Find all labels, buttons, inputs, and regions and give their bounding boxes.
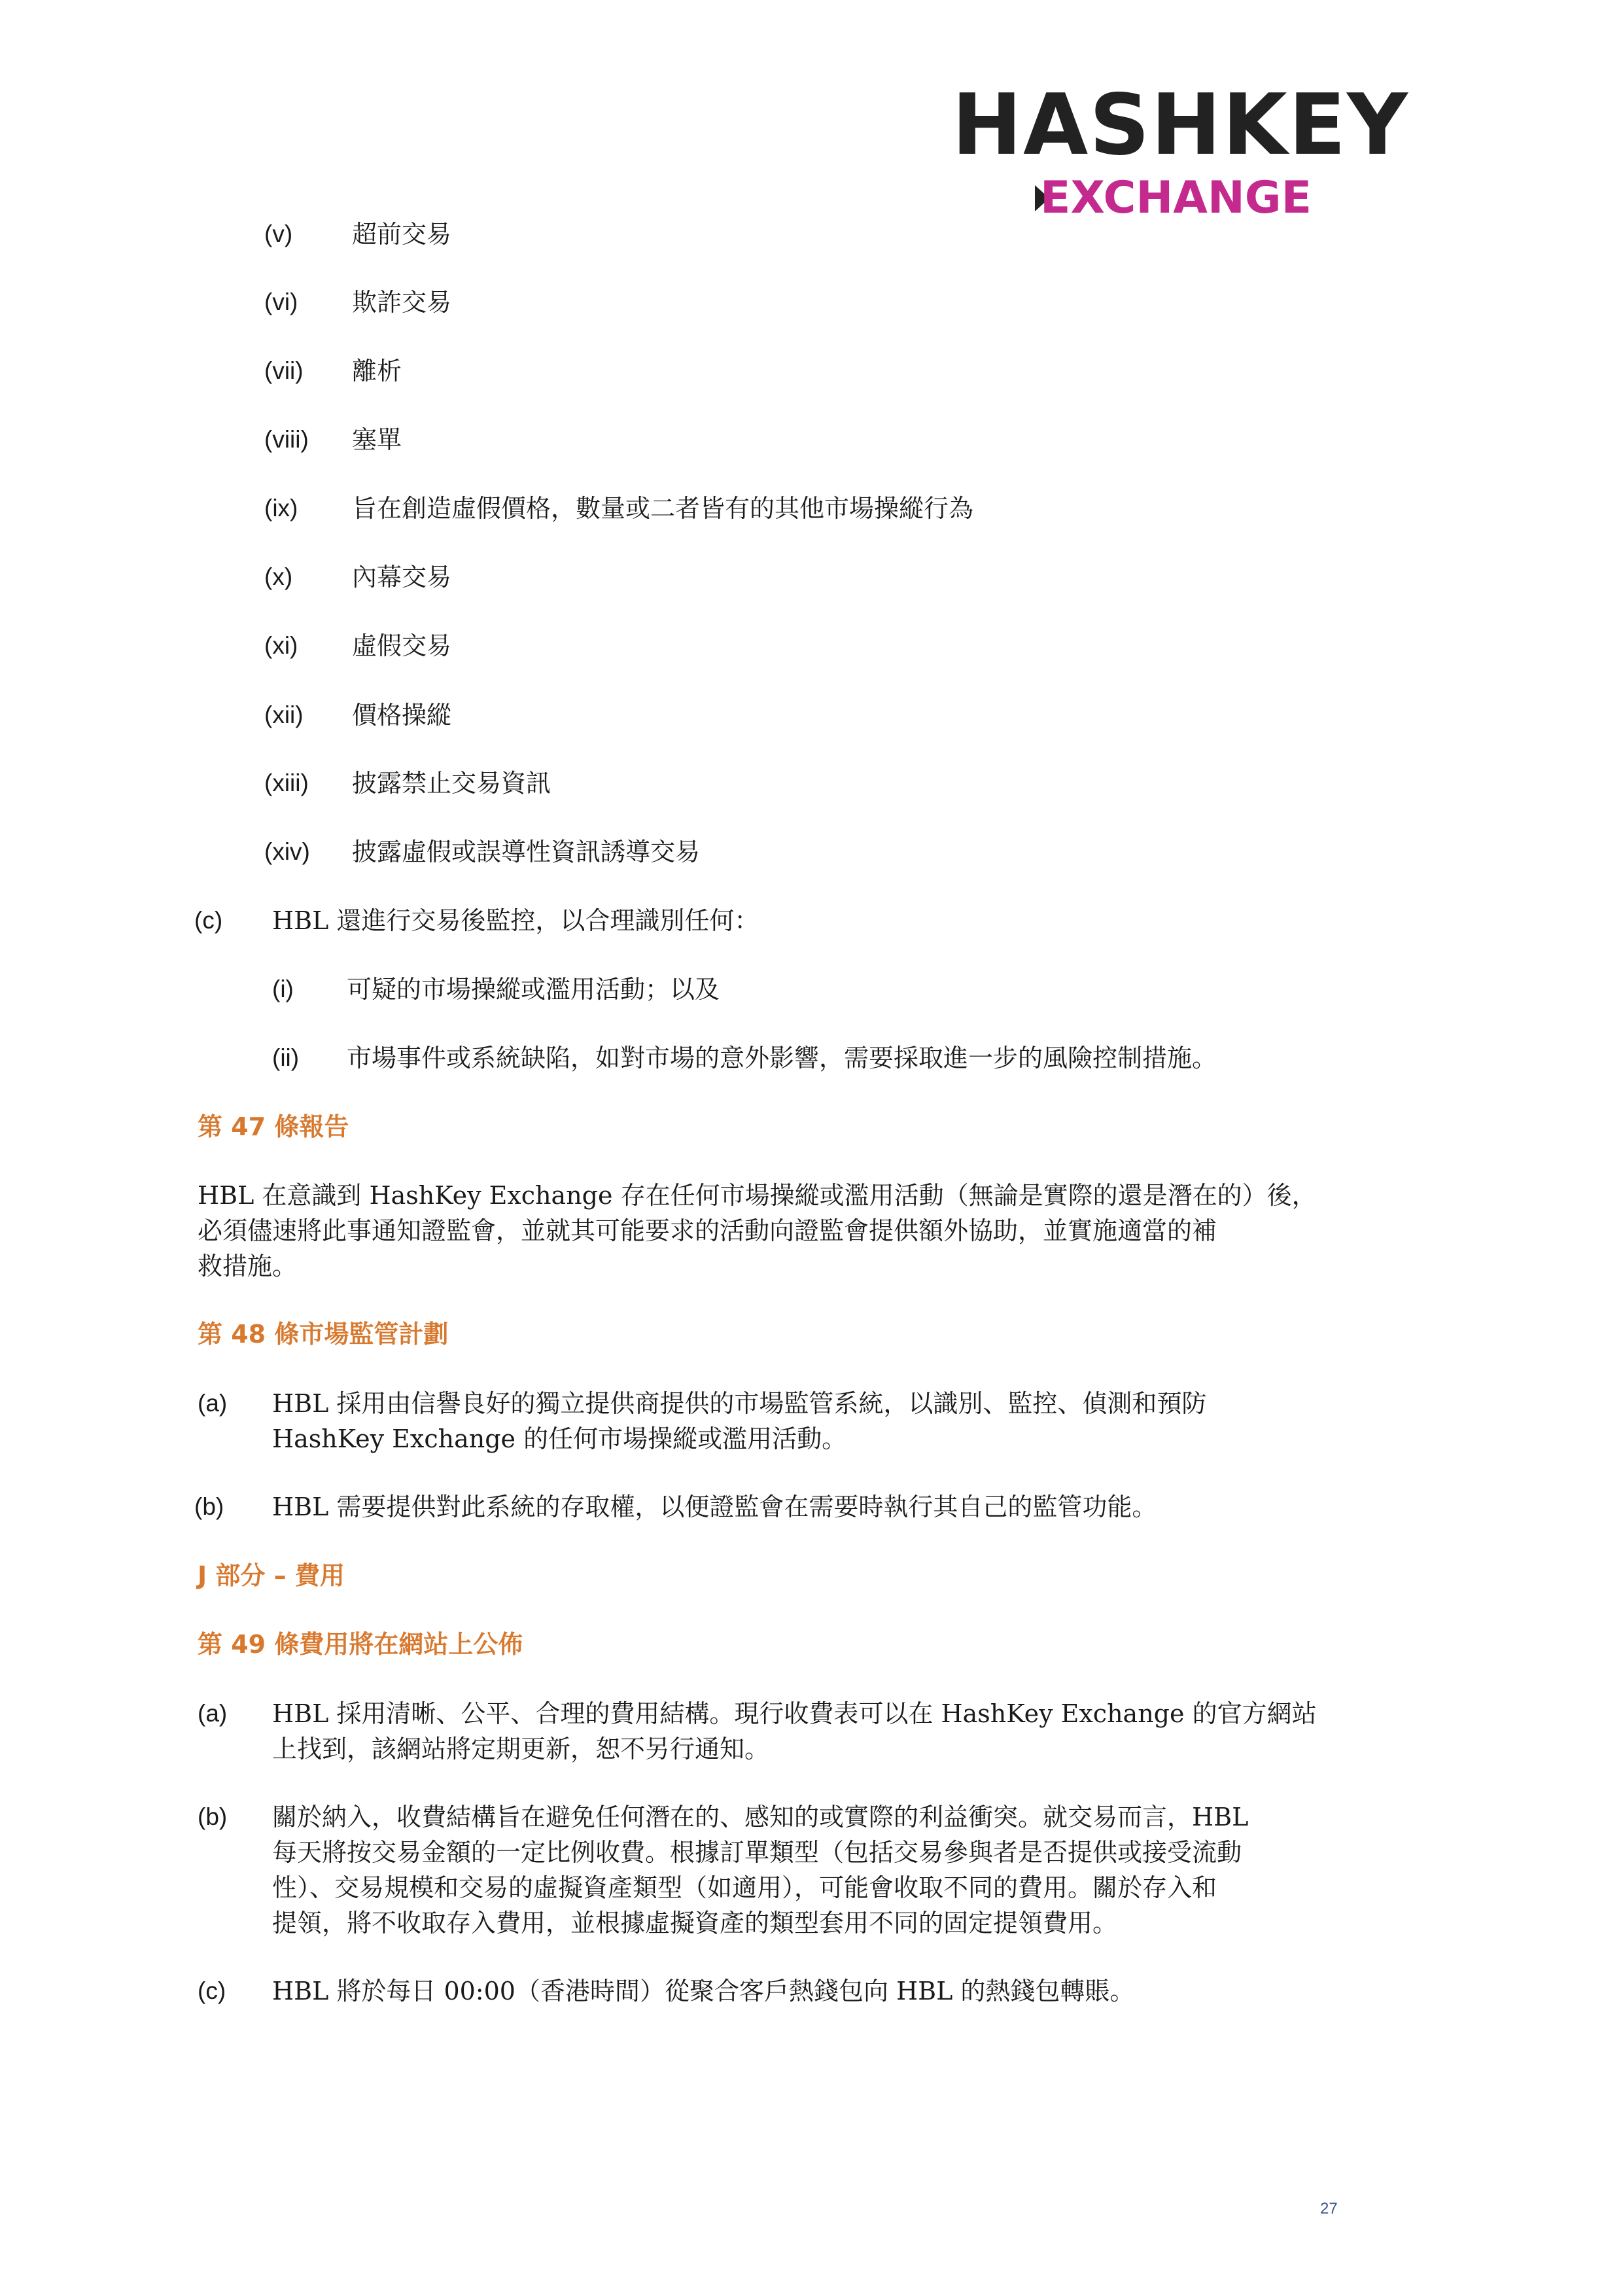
section-49-c-text: HBL 將於每日 00:00（香港時間）從聚合客戶熱錢包向 HBL 的熱錢包轉賬。 [272,1977,1135,2005]
list-item-text: 欺詐交易 [352,288,452,317]
paragraph-line: 性）、交易規模和交易的虛擬資產類型（如適用），可能會收取不同的費用。關於存入和 [272,1873,1217,1902]
list-item-label: (xiv) [264,838,310,865]
paragraph-line: 必須儘速將此事通知證監會，並就其可能要求的活動向證監會提供額外協助，並實施適當的補 [198,1216,1217,1245]
section-49-a-label: (a) [198,1700,228,1727]
section-49-b-label: (b) [198,1803,228,1830]
clause-c-sub-text: 市場事件或系統缺陷，如對市場的意外影響，需要採取進一步的風險控制措施。 [347,1044,1217,1072]
paragraph-line: HashKey Exchange 的任何市場操縱或濫用活動。 [272,1424,847,1453]
paragraph-line: 救措施。 [198,1252,298,1280]
clause-c-sub-text: 可疑的市場操縱或濫用活動；以及 [347,975,720,1004]
list-item-label: (xi) [264,632,298,659]
list-item-label: (xiii) [264,769,309,796]
list-item-label: (viii) [264,426,309,453]
logo-wordmark-exchange: EXCHANGE [1040,172,1312,224]
section-48-b-text: HBL 需要提供對此系統的存取權，以便證監會在需要時執行其自己的監管功能。 [272,1492,1157,1521]
list-item-label: (x) [264,563,293,590]
list-item-text: 披露禁止交易資訊 [352,769,551,798]
clause-c-sub-label: (i) [272,976,294,1002]
list-item-text: 超前交易 [352,220,452,249]
section-48-b-label: (b) [194,1493,224,1520]
list-item-label: (xii) [264,701,304,728]
section-49-a-text [272,1696,1342,1767]
clause-c-label: (c) [194,907,223,934]
paragraph-line: HBL 在意識到 HashKey Exchange 存在任何市場操縱或濫用活動（無論是實際的還是潛在的）後， [198,1181,1317,1210]
section-47-paragraph [198,1178,1342,1284]
paragraph-line: HBL 採用清晰、公平、合理的費用結構。現行收費表可以在 HashKey Exchange 的官方網站 [272,1699,1317,1728]
list-item-text: 價格操縱 [352,701,452,730]
list-item-text: 披露虛假或誤導性資訊誘導交易 [352,838,701,866]
section-49-heading: 第 49 條費用將在網站上公佈 [198,1630,523,1659]
paragraph-line: HBL 採用由信譽良好的獨立提供商提供的市場監管系統，以識別、監控、偵測和預防 [272,1389,1207,1418]
list-item-text: 虛假交易 [352,631,452,660]
list-item-label: (vii) [264,357,304,384]
list-item-text: 內幕交易 [352,563,452,592]
list-item-text: 旨在創造虛假價格，數量或二者皆有的其他市場操縱行為 [352,494,974,523]
list-item-label: (ix) [264,495,298,521]
section-49-b-text [272,1799,1342,1941]
list-item-text: 塞單 [352,425,402,454]
paragraph-line: 每天將按交易金額的一定比例收費。根據訂單類型（包括交易參與者是否提供或接受流動 [272,1838,1242,1867]
paragraph-line: 提領，將不收取存入費用，並根據虛擬資產的類型套用不同的固定提領費用。 [272,1909,1118,1937]
section-48-heading: 第 48 條市場監管計劃 [198,1320,449,1349]
list-item-label: (vi) [264,289,298,315]
section-48-a-label: (a) [198,1390,228,1417]
clause-c-text: HBL 還進行交易後監控，以合理識別任何： [272,906,759,935]
paragraph-line: 關於納入，收費結構旨在避免任何潛在的、感知的或實際的利益衝突。就交易而言，HBL [272,1803,1249,1831]
list-item-text: 離析 [352,357,402,385]
list-item-label: (v) [264,221,293,247]
logo-wordmark-hashkey: HASHKEY [952,77,1409,174]
section-49-c-label: (c) [198,1977,226,2004]
section-48-a-text [272,1386,1342,1457]
page-number: 27 [1320,2200,1338,2217]
paragraph-line: 上找到，該網站將定期更新，恕不另行通知。 [272,1735,770,1763]
clause-c-sub-label: (ii) [272,1044,300,1071]
part-j-heading: J 部分 – 費用 [198,1561,345,1590]
section-47-heading: 第 47 條報告 [198,1112,349,1141]
